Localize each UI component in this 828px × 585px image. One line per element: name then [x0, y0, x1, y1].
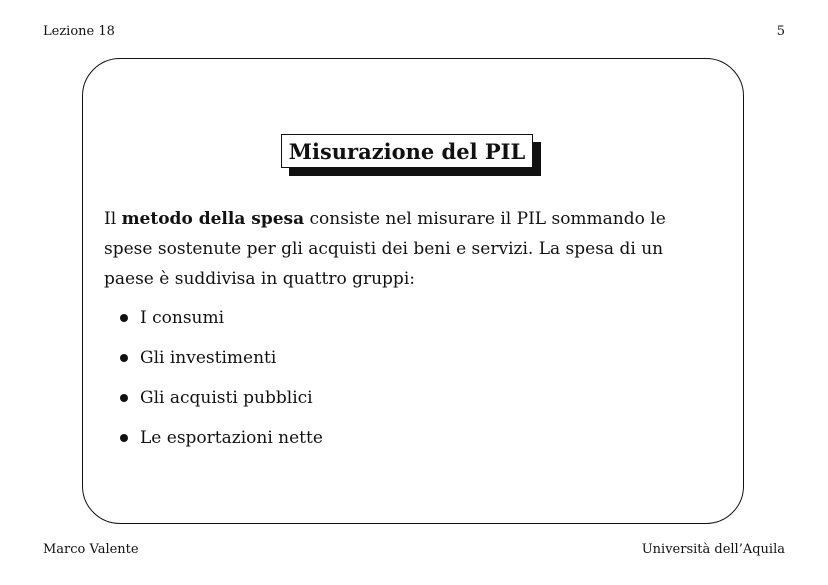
intro-emphasis: metodo della spesa: [121, 209, 305, 229]
bullet-icon: [120, 354, 128, 362]
bullet-icon: [120, 434, 128, 442]
expense-groups-list: [120, 306, 323, 466]
list-item-text: I consumi: [140, 308, 225, 328]
intro-body: consiste nel misurare il PIL sommando le spese sostenute per gli acquisti dei beni e servizi. La spesa di un paese è suddivisa in quattro gruppi:: [104, 209, 666, 289]
page-number: 5: [776, 24, 785, 39]
list-item-text: Le esportazioni nette: [140, 428, 323, 448]
list-item: [120, 426, 323, 466]
intro-paragraph: [104, 204, 714, 294]
slide-title: Misurazione del PIL: [281, 134, 533, 168]
slide-title-block: [281, 134, 533, 168]
author-name: Marco Valente: [43, 542, 139, 557]
institution-name: Università dell’Aquila: [641, 542, 785, 557]
list-item: [120, 346, 323, 386]
lecture-label: Lezione 18: [43, 24, 115, 39]
list-item: [120, 306, 323, 346]
list-item-text: Gli investimenti: [140, 348, 277, 368]
intro-prefix: Il: [104, 209, 122, 229]
bullet-icon: [120, 314, 128, 322]
list-item: [120, 386, 323, 426]
list-item-text: Gli acquisti pubblici: [140, 388, 313, 408]
bullet-icon: [120, 394, 128, 402]
